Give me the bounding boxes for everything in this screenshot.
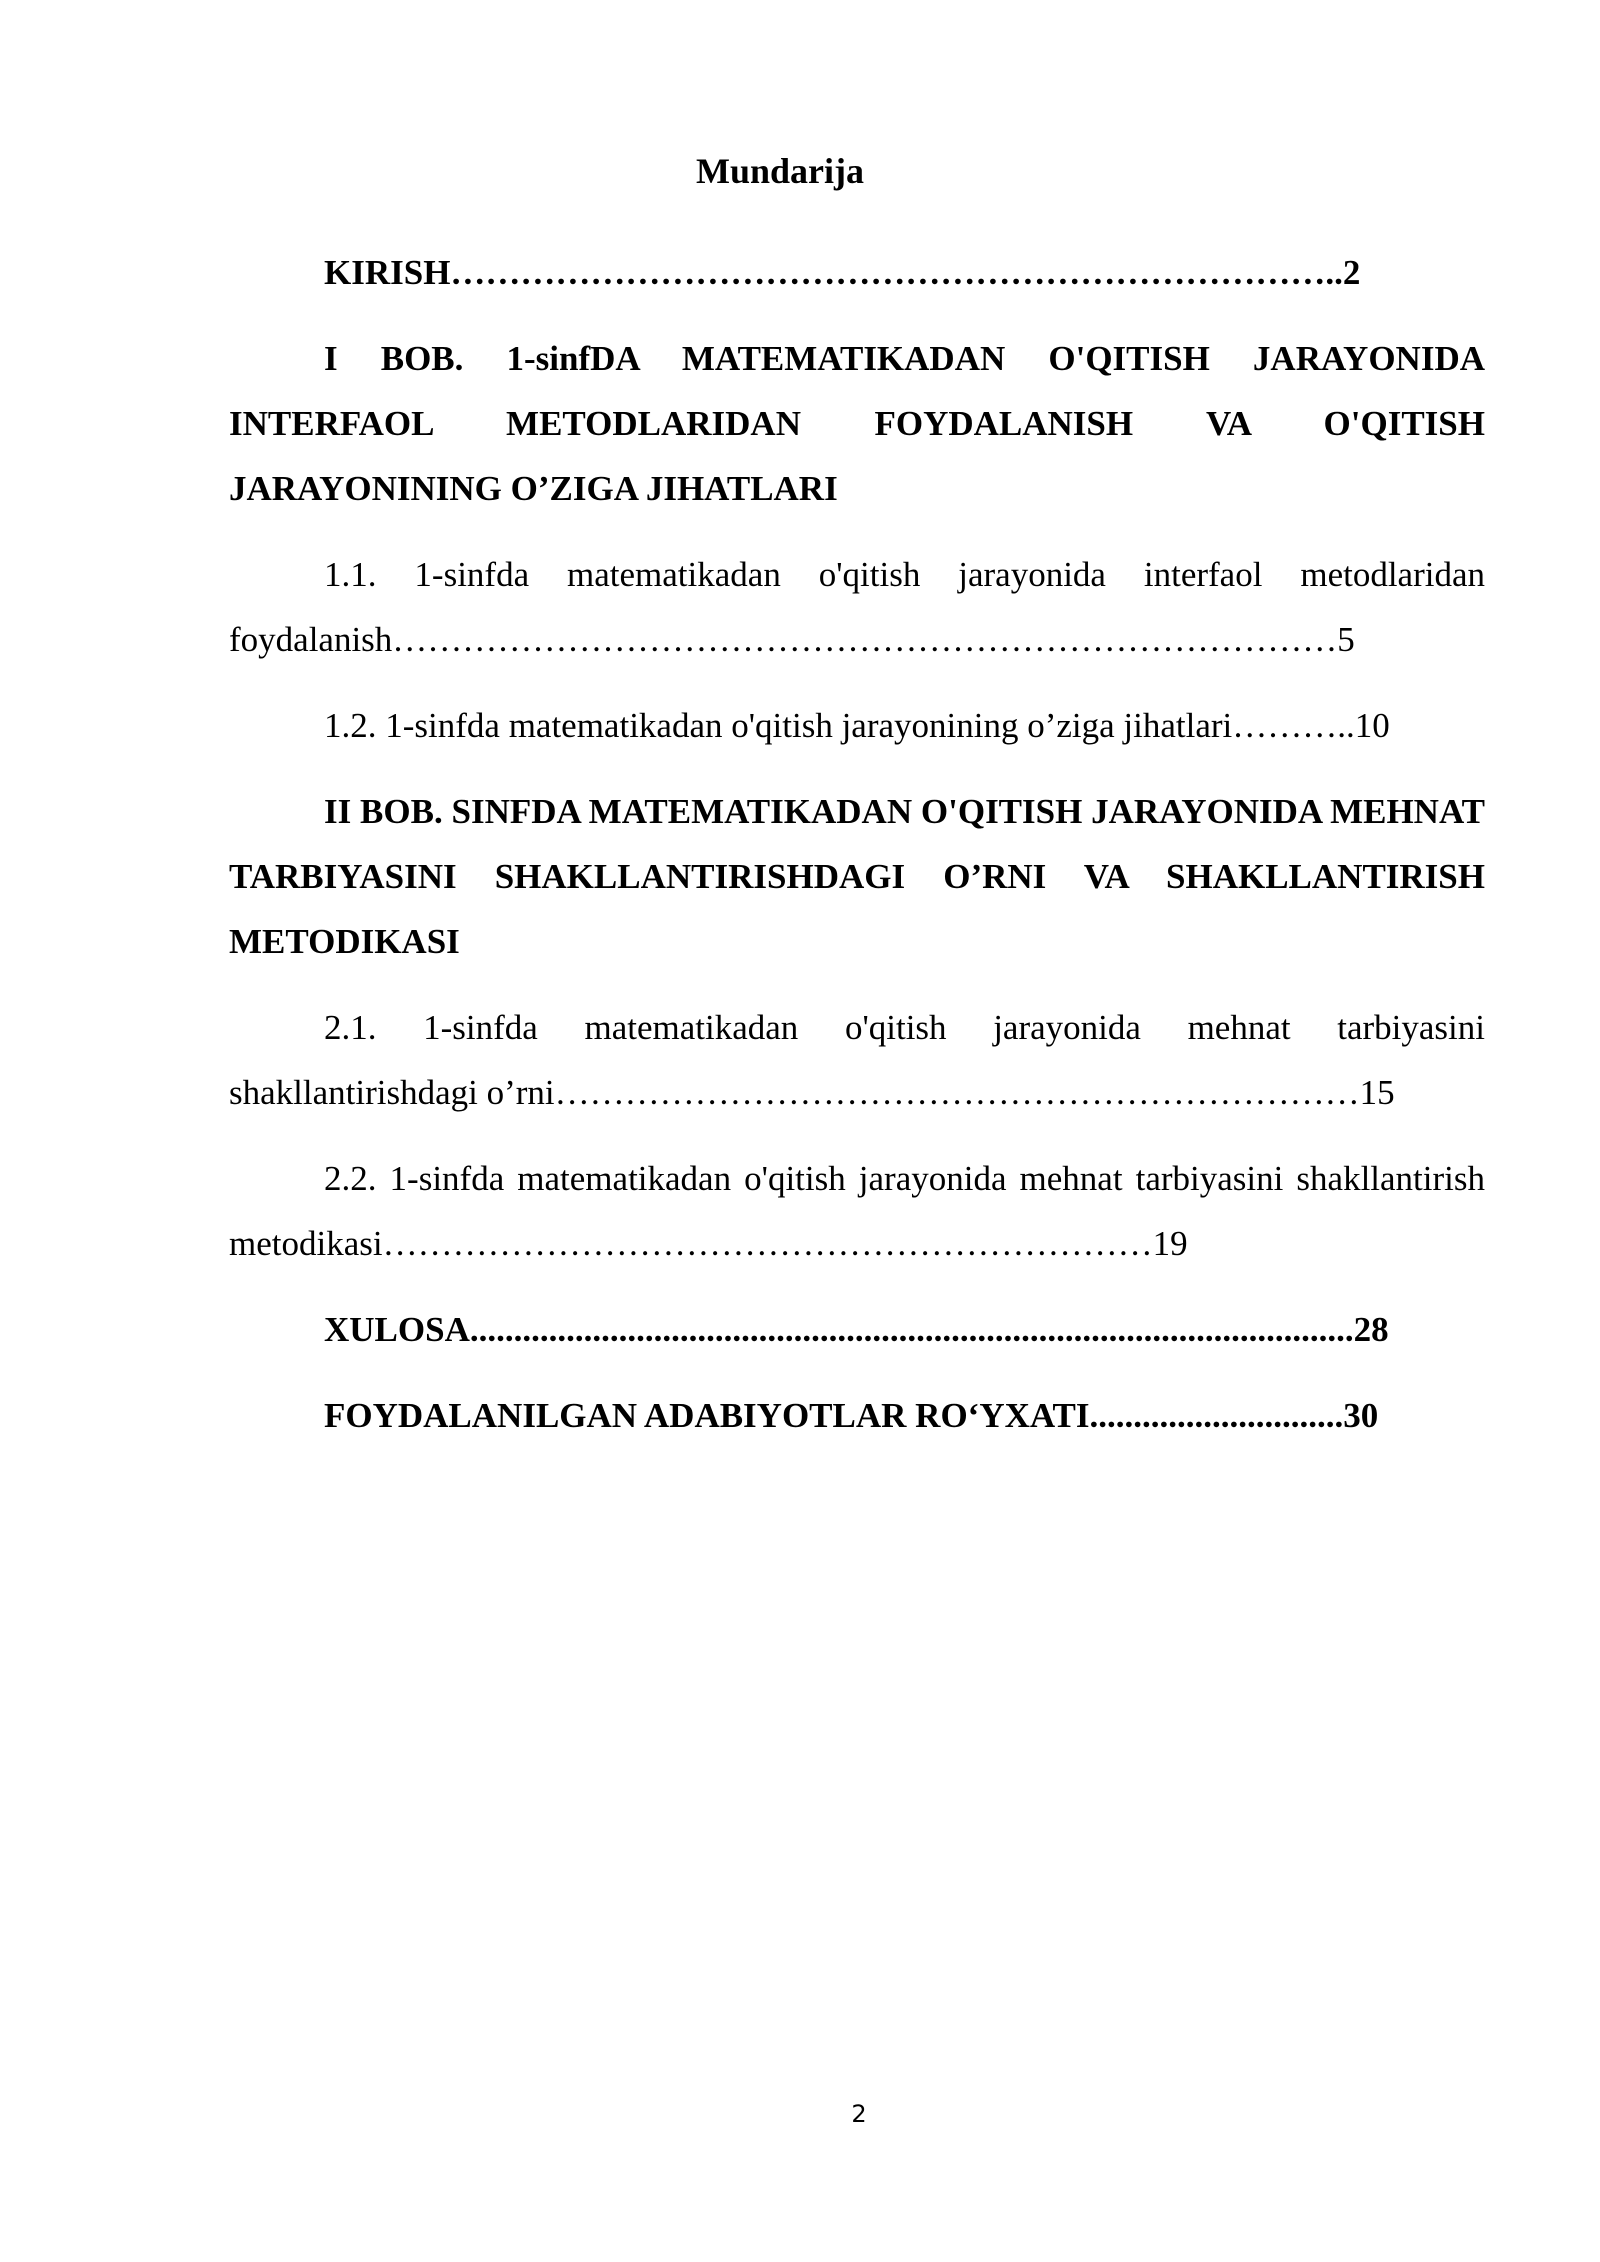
toc-entry-section-1-1[interactable]: 1.1. 1-sinfda matematikadan o'qitish jarayonida interfaol metodlaridan foydalanish………………………………………………………………………5: [229, 555, 1485, 659]
table-of-contents: [229, 240, 1485, 1469]
toc-entry-xulosa[interactable]: XULOSA.....................................................................................................28: [324, 1310, 1389, 1349]
toc-entry-section-1-2[interactable]: 1.2. 1-sinfda matematikadan o'qitish jarayonining o’ziga jihatlari………..10: [324, 706, 1390, 745]
toc-entry-section-2-1[interactable]: 2.1. 1-sinfda matematikadan o'qitish jarayonida mehnat tarbiyasini shakllantirishdagi o’rni……………………………………………………………15: [229, 1008, 1485, 1112]
page-number: 2: [851, 2100, 867, 2128]
toc-entry-chapter-1[interactable]: I BOB. 1-sinfDA MATEMATIKADAN O'QITISH JARAYONIDA INTERFAOL METODLARIDAN FOYDALANISH VA O'QITISH JARAYONINING O’ZIGA JIHATLARI: [229, 339, 1485, 508]
toc-entry-kirish[interactable]: KIRISH…………………………………………………………………..2: [324, 253, 1361, 292]
toc-entry-references[interactable]: FOYDALANILGAN ADABIYOTLAR RO‘YXATI.............................30: [324, 1396, 1379, 1435]
toc-entry-section-2-2[interactable]: 2.2. 1-sinfda matematikadan o'qitish jarayonida mehnat tarbiyasini shakllantirish metodikasi…………………………………………………………19: [229, 1159, 1485, 1263]
toc-entry-chapter-2[interactable]: II BOB. SINFDA MATEMATIKADAN O'QITISH JARAYONIDA MEHNAT TARBIYASINI SHAKLLANTIRISHDAGI O’RNI VA SHAKLLANTIRISH METODIKASI: [229, 792, 1485, 961]
toc-title: Mundarija: [695, 151, 864, 191]
